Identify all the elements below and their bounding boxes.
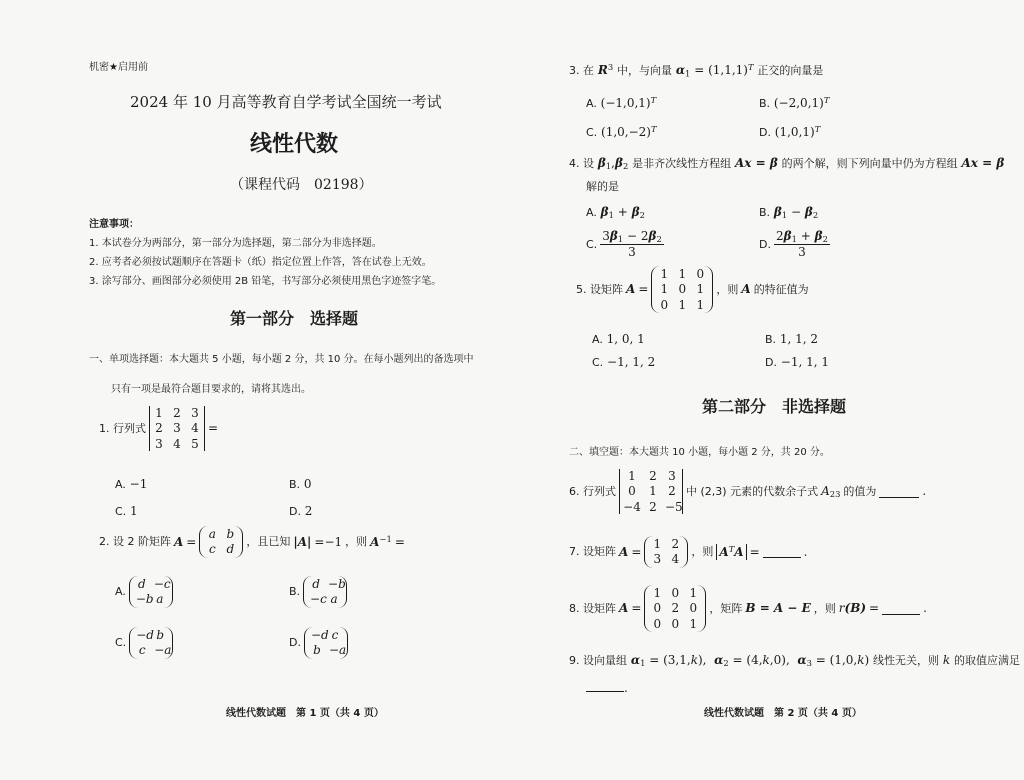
- q3-option-b-sup: T: [823, 95, 830, 105]
- q3-option-b-label: B.: [759, 97, 771, 111]
- q1-option-c-label: C.: [115, 505, 127, 518]
- q1-matrix-entry: 3: [191, 406, 199, 420]
- exam-page-2: [512, 0, 1024, 780]
- question-3: [569, 62, 823, 78]
- q8-rank-arg: (B): [844, 601, 867, 616]
- q4-option-c-op: −: [626, 229, 638, 243]
- q6-matrix-entry: 2: [649, 469, 657, 483]
- q1-option-a: [115, 477, 147, 491]
- q6-matrix-entry: 2: [668, 484, 676, 499]
- notes-heading: 注意事项：: [89, 219, 139, 230]
- q1-option-a-label: A.: [115, 478, 126, 491]
- q3-option-c-sup: T: [650, 124, 657, 134]
- q5-option-c: [592, 355, 655, 369]
- q8-matrix-entry: 0: [671, 586, 680, 600]
- q1-matrix-entry: 5: [191, 436, 199, 451]
- q1-matrix-entry: 4: [173, 436, 181, 451]
- q6-matrix-entry: 0: [628, 484, 636, 499]
- q9-prefix: 9. 设向量组: [569, 654, 627, 667]
- subject-title: 线性代数: [250, 131, 339, 157]
- q8-equation: B = A − E: [745, 601, 811, 616]
- q7-matrix-entry: 3: [653, 552, 662, 567]
- q3-option-c-label: C.: [586, 126, 598, 140]
- q8-prefix: 8. 设矩阵: [569, 601, 616, 615]
- q4-beta: β: [783, 229, 792, 243]
- q3-option-c-value: (1,0,−2): [601, 125, 651, 140]
- q7-determinant: [716, 544, 746, 560]
- section1-instructions-line2: 只有一项是最符合题目要求的，请将其选出。: [111, 384, 311, 395]
- q4-comma: ,: [611, 156, 615, 170]
- q5-var: A: [626, 282, 636, 297]
- q9-close: ): [697, 653, 703, 667]
- q4-beta: β: [773, 205, 782, 219]
- q5-matrix-entry: 1: [678, 297, 687, 312]
- q4-option-a-label: A.: [586, 206, 597, 219]
- q9-v2end: ,0): [769, 653, 786, 667]
- q4-sub1: 1: [605, 161, 612, 172]
- q2-matrix-entry: c: [208, 542, 216, 557]
- q3-vec-value: = (1,1,1): [694, 63, 748, 78]
- q4-sub2: 2: [622, 161, 629, 172]
- q7-matrix-entry: 1: [653, 537, 662, 551]
- q4-option-d-label: D.: [759, 237, 771, 251]
- q1-option-c: [115, 504, 138, 518]
- q1-option-c-value: 1: [130, 504, 138, 518]
- q2-option-b: [289, 576, 347, 608]
- q9-answer-blank[interactable]: [586, 680, 624, 692]
- q8-equals: =: [631, 601, 642, 616]
- q6-matrix-entry: −5: [665, 499, 683, 514]
- q9-alpha: α: [630, 653, 641, 667]
- q4-option-d-s1: 1: [791, 234, 797, 245]
- q1-option-a-value: −1: [129, 477, 148, 491]
- q8-matrix-entry: 0: [653, 601, 662, 616]
- q2-inverse-var: A: [370, 535, 380, 550]
- q4-option-d-denominator: 3: [798, 245, 806, 260]
- q2-option-d-matrix: [304, 627, 348, 659]
- q3-vec-sup: T: [747, 62, 754, 72]
- q6-matrix-entry: 1: [649, 484, 657, 499]
- q5-matrix-entry: 0: [678, 282, 687, 297]
- q2-det-value: =−1: [314, 534, 343, 549]
- q4-option-b-op: −: [791, 205, 802, 219]
- q1-matrix-entry: 3: [173, 421, 181, 436]
- q5-option-b-value: 1, 1, 2: [779, 332, 819, 346]
- q2-option-d-entry: −a: [328, 643, 347, 658]
- q2-option-a-label: A.: [115, 585, 126, 599]
- q7-matrix-entry: 4: [671, 552, 680, 567]
- q4-prefix: 4. 设: [569, 157, 594, 170]
- q4-option-a-op: +: [617, 205, 628, 219]
- q8-tail: =: [869, 601, 880, 616]
- q9-v2: = (4,: [732, 653, 763, 667]
- q7-mid: ，则: [691, 545, 714, 559]
- q2-matrix-entry: d: [226, 542, 235, 557]
- q5-option-d-label: D.: [765, 356, 777, 369]
- q9-sub3: 3: [806, 658, 812, 669]
- section2-instructions: 二、填空题：本大题共 10 小题，每小题 2 分，共 20 分。: [569, 447, 830, 458]
- q3-option-c: [586, 124, 657, 140]
- q1-determinant: [149, 406, 205, 451]
- question-7: [569, 536, 807, 568]
- q1-equals: =: [208, 421, 219, 436]
- q2-option-b-label: B.: [289, 585, 301, 599]
- q5-matrix: [651, 266, 713, 313]
- q4-option-d-s2: 2: [822, 234, 828, 245]
- q2-option-b-matrix: [303, 576, 347, 608]
- q4-beta: β: [600, 205, 609, 219]
- q3-option-a-value: (−1,0,1): [600, 96, 651, 111]
- q6-matrix-entry: 1: [628, 469, 636, 483]
- q5-matrix-entry: 0: [696, 267, 705, 281]
- q9-v1: = (3,1,: [649, 653, 691, 667]
- q8-matrix-entry: 1: [689, 616, 698, 631]
- q2-option-a: [115, 576, 173, 608]
- q4-mid1: 是非齐次线性方程组: [632, 157, 732, 170]
- q1-option-d: [289, 504, 312, 518]
- question-6: [569, 469, 926, 514]
- q9-k: k: [857, 653, 865, 667]
- q5-suffix-var: A: [741, 282, 751, 297]
- q2-option-d-entry: b: [313, 643, 321, 658]
- q3-option-b-value: (−2,0,1): [773, 96, 824, 111]
- q5-suffix-post: 的特征值为: [753, 282, 809, 296]
- q7-det-inner: A: [719, 545, 729, 560]
- course-code: （课程代码 02198）: [230, 177, 373, 193]
- q4-beta: β: [648, 229, 657, 243]
- q4-option-c-coef2: 2: [640, 229, 649, 243]
- q3-prefix: 3. 在: [569, 64, 594, 78]
- q5-matrix-entry: 1: [696, 297, 705, 312]
- q1-option-b-label: B.: [289, 478, 301, 491]
- q2-option-c-entry: −a: [154, 643, 172, 658]
- q4-option-a-s1: 1: [608, 210, 614, 221]
- q2-option-d-entry: c: [331, 628, 339, 642]
- q6-stem: 6. 行列式: [569, 484, 616, 498]
- q2-stem-end: ，则: [345, 535, 368, 549]
- q2-stem-equals: =: [394, 534, 405, 549]
- q4-mid2: 的两个解，则下列向量中仍为方程组: [781, 157, 958, 170]
- q5-option-c-label: C.: [592, 356, 604, 369]
- q4-option-c-s2: 2: [656, 234, 662, 245]
- q2-option-b-entry: d: [312, 577, 320, 591]
- exam-title: 2024 年 10 月高等教育自学考试全国统一考试: [130, 93, 442, 111]
- q6-end: .: [922, 484, 927, 499]
- q6-text-post: 的值为: [843, 484, 877, 498]
- q2-stem-mid: ，且已知: [246, 535, 291, 549]
- q5-option-a: [592, 332, 645, 346]
- q4-beta: β: [804, 205, 813, 219]
- q8-matrix: [644, 585, 706, 632]
- q5-option-c-value: −1, 1, 2: [607, 355, 656, 369]
- question-5: [576, 266, 809, 313]
- q5-matrix-entry: 0: [660, 297, 669, 312]
- q9-sub2: 2: [723, 658, 729, 669]
- q2-option-a-entry: −c: [153, 577, 171, 591]
- q9-alpha: α: [797, 653, 807, 667]
- q4-line2: 解的是: [586, 180, 619, 193]
- q5-option-d-value: −1, 1, 1: [780, 355, 830, 369]
- q3-option-d-sup: T: [814, 124, 821, 134]
- page-2-footer: 线性代数试题 第 2 页（共 4 页）: [704, 708, 862, 719]
- q3-option-a-label: A.: [586, 97, 597, 111]
- q9-end: .: [624, 681, 628, 695]
- q8-answer-blank[interactable]: [882, 603, 920, 615]
- q4-option-a-s2: 2: [639, 210, 645, 221]
- q5-equals: =: [638, 282, 649, 297]
- q7-matrix-entry: 2: [671, 537, 680, 551]
- q2-option-c-label: C.: [115, 636, 127, 650]
- q2-stem-prefix: 2. 设 2 阶矩阵: [99, 535, 171, 549]
- q4-option-c: [586, 229, 664, 260]
- note-item-2: 2. 应考者必须按试题顺序在答题卡（纸）指定位置上作答，答在试卷上无效。: [89, 257, 432, 268]
- q2-option-c-matrix: [129, 627, 173, 659]
- q2-matrix-entry: b: [226, 527, 235, 541]
- q2-option-c-entry: b: [156, 628, 165, 642]
- q6-answer-blank[interactable]: [879, 486, 919, 498]
- q6-matrix-entry: 2: [649, 499, 657, 514]
- q3-option-a: [586, 95, 656, 111]
- q8-var: A: [619, 601, 629, 616]
- q2-option-d-entry: −d: [310, 628, 329, 642]
- q4-option-c-denominator: 3: [628, 245, 636, 260]
- q7-tail: =: [749, 544, 760, 559]
- q2-option-c-entry: −d: [136, 628, 154, 642]
- q4-option-b: [759, 205, 818, 220]
- q2-option-b-entry: a: [330, 592, 338, 607]
- q4-beta: β: [609, 229, 618, 243]
- q5-suffix-pre: ，则: [716, 282, 739, 296]
- q8-end: .: [923, 601, 927, 616]
- question-2: [99, 526, 405, 558]
- confidential-label: 机密★启用前: [89, 62, 148, 73]
- question-1: [99, 406, 218, 451]
- q1-matrix-entry: 4: [191, 421, 199, 436]
- q6-cofactor-sub: 23: [829, 489, 841, 500]
- q9-sub1: 1: [640, 658, 646, 669]
- q7-end: .: [803, 544, 808, 559]
- q5-matrix-entry: 1: [660, 267, 669, 281]
- q9-mid: 线性无关，则: [873, 654, 940, 667]
- q9-k: k: [942, 653, 951, 667]
- q7-det-sup: T: [728, 544, 735, 555]
- q4-equation: Ax = β: [734, 156, 778, 170]
- q7-matrix: [644, 536, 688, 568]
- q2-option-a-entry: d: [137, 577, 146, 591]
- q4-beta: β: [814, 229, 823, 243]
- q1-option-d-label: D.: [289, 505, 301, 518]
- q3-space-var: R: [597, 63, 608, 78]
- q1-matrix-entry: 3: [155, 436, 163, 451]
- q5-option-b: [765, 332, 818, 346]
- q2-option-a-entry: −b: [135, 592, 154, 607]
- q4-option-b-label: B.: [759, 206, 771, 219]
- q3-space-sup: 3: [607, 62, 614, 72]
- q7-var: A: [619, 544, 629, 559]
- q2-option-c: [115, 627, 173, 659]
- q5-option-a-value: 1, 0, 1: [606, 332, 645, 346]
- q3-option-a-sup: T: [650, 95, 657, 105]
- q5-option-b-label: B.: [765, 333, 777, 346]
- q5-prefix: 5. 设矩阵: [576, 282, 623, 296]
- q3-option-d-value: (1,0,1): [774, 125, 815, 140]
- q2-option-b-entry: −b: [328, 577, 346, 591]
- q4-option-d-coef1: 2: [775, 229, 784, 243]
- q6-matrix-entry: 3: [668, 469, 676, 483]
- q4-option-c-s1: 1: [617, 234, 624, 245]
- part2-title: 第二部分 非选择题: [702, 397, 847, 416]
- q7-det-tail: A: [734, 545, 744, 560]
- q4-beta: β: [614, 156, 623, 170]
- q8-matrix-entry: 0: [653, 616, 662, 631]
- q1-option-d-value: 2: [304, 504, 313, 518]
- page-1-footer: 线性代数试题 第 1 页（共 4 页）: [226, 708, 384, 719]
- q4-option-d-op: +: [800, 229, 811, 243]
- q3-mid: 中，与向量: [616, 64, 672, 78]
- question-4: [569, 156, 1004, 171]
- q4-option-c-label: C.: [586, 237, 598, 251]
- q5-matrix-entry: 1: [678, 267, 687, 281]
- q1-stem: 1. 行列式: [99, 421, 146, 435]
- q9-v3: = (1,0,: [815, 653, 858, 667]
- q1-option-b: [289, 477, 312, 491]
- q2-option-c-entry: c: [138, 643, 146, 658]
- q4-option-d-fraction: [774, 229, 830, 260]
- q8-rank: r: [838, 601, 845, 616]
- q3-vec-var: α: [675, 63, 686, 78]
- q1-matrix-entry: 1: [155, 406, 163, 420]
- q2-option-b-entry: −c: [310, 592, 327, 607]
- q2-det-expr: |A|: [293, 534, 312, 549]
- q4-option-b-s1: 1: [781, 210, 788, 221]
- q9-suffix: 的取值应满足: [953, 654, 1020, 667]
- q9-k: k: [762, 653, 770, 667]
- q8-matrix-entry: 0: [689, 601, 698, 616]
- q6-matrix-entry: −4: [623, 499, 641, 514]
- q3-vec-sub: 1: [685, 68, 691, 79]
- q4-equation-2: Ax = β: [961, 156, 1005, 170]
- q2-matrix: [199, 526, 243, 558]
- q2-option-a-matrix: [129, 576, 173, 608]
- q9-k: k: [690, 653, 698, 667]
- q4-option-c-fraction: [600, 229, 664, 260]
- q7-answer-blank[interactable]: [763, 546, 801, 558]
- note-item-3: 3. 涂写部分、画图部分必须使用 2B 铅笔，书写部分必须使用黑色字迹签字笔。: [89, 276, 442, 287]
- q4-option-a: [586, 205, 645, 220]
- q2-option-d-label: D.: [289, 636, 301, 650]
- q1-option-b-value: 0: [303, 477, 312, 491]
- q2-equals: =: [186, 534, 197, 549]
- q9-answer-line: [586, 680, 628, 695]
- section1-instructions-line1: 一、单项选择题：本大题共 5 小题，每小题 2 分，共 10 分。在每小题列出的备选项中: [89, 354, 474, 365]
- q4-option-d: [759, 229, 830, 260]
- question-8: [569, 585, 927, 632]
- q8-matrix-entry: 1: [653, 586, 662, 600]
- q7-prefix: 7. 设矩阵: [569, 545, 616, 559]
- q4-option-b-s2: 2: [812, 210, 819, 221]
- q9-close: ): [864, 653, 870, 667]
- q9-alpha: α: [714, 653, 724, 667]
- q6-determinant: [619, 469, 683, 514]
- q2-var: A: [173, 534, 184, 549]
- q8-mid: ，矩阵: [709, 601, 743, 615]
- q1-matrix-entry: 2: [155, 421, 163, 436]
- q3-option-d-label: D.: [759, 126, 771, 140]
- q8-matrix-entry: 1: [689, 586, 698, 600]
- q5-matrix-entry: 1: [660, 282, 669, 297]
- note-item-1: 1. 本试卷分为两部分，第一部分为选择题，第二部分为非选择题。: [89, 238, 382, 249]
- q3-suffix: 正交的向量是: [757, 64, 824, 78]
- q8-tail-pre: ，则: [813, 601, 836, 615]
- q8-matrix-entry: 0: [671, 616, 680, 631]
- q5-option-a-label: A.: [592, 333, 603, 346]
- q7-equals: =: [631, 544, 642, 559]
- q5-matrix-entry: 1: [696, 282, 705, 297]
- q1-matrix-entry: 2: [173, 406, 181, 420]
- question-9: 9. 设向量组 $\alpha_1 = (3,1,k)$, $\alpha_2 = (4,k,0)$, $\alpha_3 = (1,0,k)$ 线性无关，则 k 的取值应满足: [569, 653, 1020, 669]
- q4-beta: β: [631, 205, 640, 219]
- q5-option-d: [765, 355, 829, 369]
- q2-option-a-entry: a: [156, 592, 164, 607]
- q2-matrix-entry: a: [208, 527, 216, 541]
- q6-text-pre: 中 (2,3) 元素的代数余子式: [686, 484, 819, 498]
- q3-option-b: [759, 95, 829, 111]
- q3-option-d: [759, 124, 820, 140]
- part1-title: 第一部分 选择题: [230, 309, 359, 328]
- q4-option-c-coef1: 3: [602, 229, 610, 243]
- q4-beta: β: [597, 156, 606, 170]
- q6-cofactor-var: A: [821, 484, 830, 498]
- q2-inverse-sup: −1: [379, 534, 392, 545]
- q8-matrix-entry: 2: [671, 601, 680, 616]
- q2-option-d: [289, 627, 348, 659]
